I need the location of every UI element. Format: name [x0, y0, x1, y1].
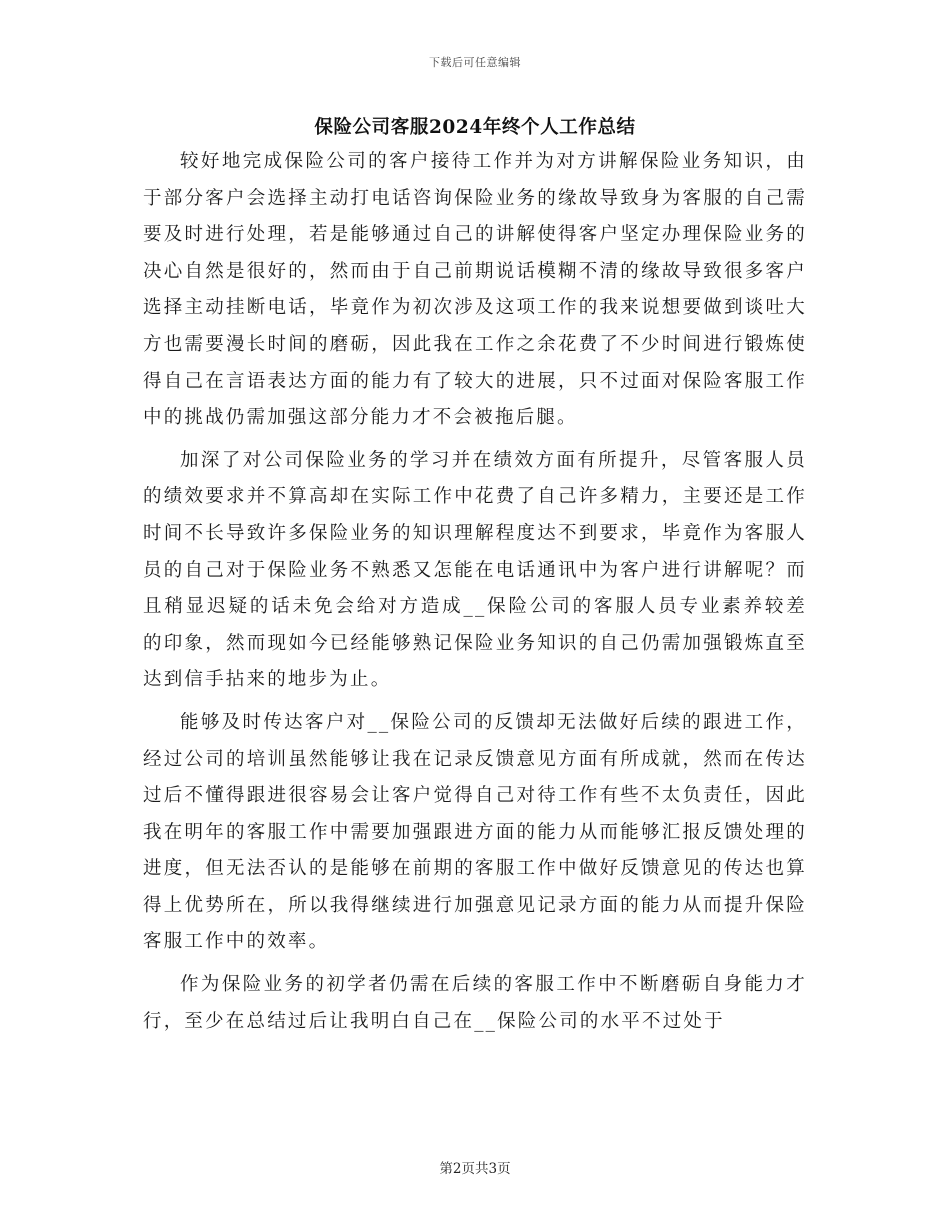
- paragraph: 较好地完成保险公司的客户接待工作并为对方讲解保险业务知识，由于部分客户会选择主动打电话咨询保险业务的缘故导致身为客服的自己需要及时进行处理，若是能够通过自己的讲解使得客户坚定办理保险业务的决心自然是很好的，然而由于自己前期说话模糊不清的缘故导致很多客户选择主动挂断电话，毕竟作为初次涉及这项工作的我来说想要做到谈吐大方也需要漫长时间的磨砺，因此我在工作之余花费了不少时间进行锻炼使得自己在言语表达方面的能力有了较大的进展，只不过面对保险客服工作中的挑战仍需加强这部分能力才不会被拖后腿。: [143, 151, 807, 429]
- paragraph: 作为保险业务的初学者仍需在后续的客服工作中不断磨砺自身能力才行，至少在总结过后让我明白自己在__保险公司的水平不过处于: [143, 974, 807, 1032]
- document-body: [143, 144, 807, 1046]
- paragraph: 能够及时传达客户对__保险公司的反馈却无法做好后续的跟进工作，经过公司的培训虽然能够让我在记录反馈意见方面有所成就，然而在传达过后不懂得跟进很容易会让客户觉得自己对待工作有些不太负责任，因此我在明年的客服工作中需要加强跟进方面的能力从而能够汇报反馈处理的进度，但无法否认的是能够在前期的客服工作中做好反馈意见的传达也算得上优势所在，所以我得继续进行加强意见记录方面的能力从而提升保险客服工作中的效率。: [143, 711, 807, 953]
- header-note: 下载后可任意编辑: [429, 56, 521, 69]
- page-number: 第2页共3页: [439, 1161, 511, 1177]
- paragraph: 加深了对公司保险业务的学习并在绩效方面有所提升，尽管客服人员的绩效要求并不算高却在实际工作中花费了自己许多精力，主要还是工作时间不长导致许多保险业务的知识理解程度达不到要求，毕竟作为客服人员的自己对于保险业务不熟悉又怎能在电话通讯中为客户进行讲解呢？而且稍显迟疑的话未免会给对方造成__保险公司的客服人员专业素养较差的印象，然而现如今已经能够熟记保险业务知识的自己仍需加强锻炼直至达到信手拈来的地步为止。: [143, 449, 807, 691]
- document-title: 保险公司客服2024年终个人工作总结: [314, 117, 636, 138]
